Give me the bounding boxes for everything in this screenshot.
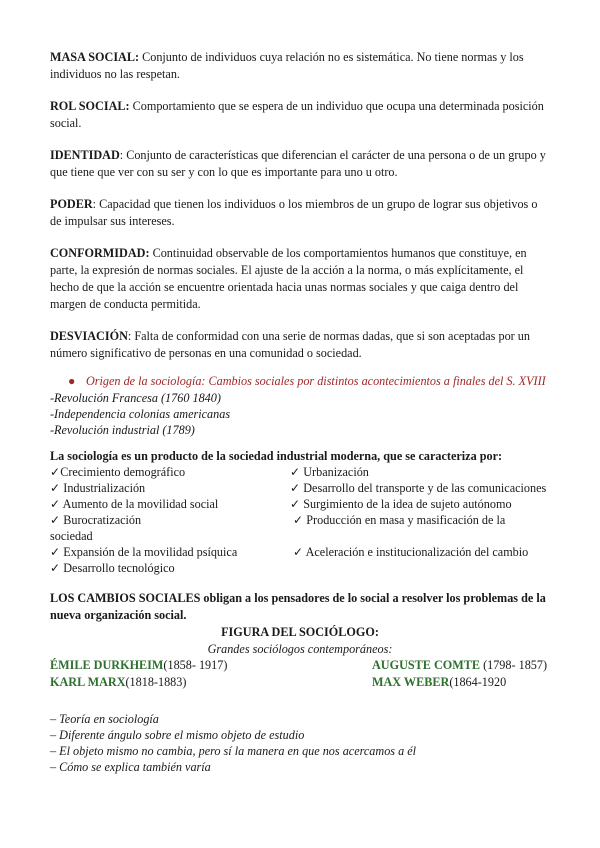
origin-bullet: ● Origen de la sociología: Cambios sociales por distintos acontecimientos a finales del S. XVIII bbox=[68, 374, 546, 388]
list-item: -Revolución industrial (1789) bbox=[50, 423, 195, 437]
definition-conformidad: CONFORMIDAD: Continuidad observable de los comportamientos humanos que constituye, en parte, la expresión de normas sociales. El ajuste de la acción a la norma, o más explícitamente, el hecho de que la acción se encuentre orientada hacia unas normas sociales y que caiga dentro del margen de conducta permitida. bbox=[50, 246, 527, 311]
document-page bbox=[50, 49, 550, 775]
figura-subtitle: Grandes sociólogos contemporáneos: bbox=[207, 642, 393, 656]
sociologist-weber: MAX WEBER(1864-1920 bbox=[372, 675, 507, 689]
figura-title: FIGURA DEL SOCIÓLOGO: bbox=[221, 625, 379, 639]
characteristics-left-column bbox=[50, 464, 290, 576]
list-item: ✓ Desarrollo del transporte y de las comunicaciones bbox=[290, 481, 547, 495]
industrial-heading: La sociología es un producto de la sociedad industrial moderna, que se caracteriza por: bbox=[50, 449, 503, 463]
list-item: ✓Crecimiento demográfico bbox=[50, 465, 186, 479]
list-item: ✓ Surgimiento de la idea de sujeto autónomo bbox=[290, 497, 512, 511]
characteristics-right-column bbox=[290, 464, 552, 560]
sociologist-comte: AUGUSTE COMTE (1798- 1857) bbox=[372, 658, 548, 672]
characteristics-list bbox=[50, 464, 550, 576]
sociologists-list bbox=[50, 657, 550, 691]
events-list bbox=[50, 390, 550, 438]
sociologist-marx: KARL MARX(1818-1883) bbox=[50, 675, 187, 689]
list-item: ✓ Industrialización bbox=[50, 481, 146, 495]
sociology-notes bbox=[50, 711, 550, 775]
list-item: ✓ Aceleración e institucionalización del cambio bbox=[293, 545, 529, 559]
list-item: ✓ Burocratización bbox=[50, 513, 142, 527]
sociologist-durkheim: ÉMILE DURKHEIM(1858- 1917) bbox=[50, 658, 228, 672]
definition-masa-social: MASA SOCIAL: Conjunto de individuos cuya relación no es sistemática. No tiene normas y los individuos no las respetan. bbox=[50, 50, 524, 81]
bullet-dot-icon: ● bbox=[68, 374, 76, 388]
list-item bbox=[290, 528, 552, 544]
list-item: – Teoría en sociología bbox=[50, 712, 159, 726]
list-item: -Revolución Francesa (1760 1840) bbox=[50, 391, 221, 405]
definition-rol-social: ROL SOCIAL: Comportamiento que se espera de un individuo que ocupa una determinada posición social. bbox=[50, 99, 544, 130]
definition-poder: PODER: Capacidad que tienen los individuos o los miembros de un grupo de lograr sus objetivos o de impulsar sus intereses. bbox=[50, 197, 538, 228]
list-item: – Diferente ángulo sobre el mismo objeto de estudio bbox=[50, 728, 305, 742]
list-item: – Cómo se explica también varía bbox=[50, 760, 211, 774]
definition-desviacion: DESVIACIÓN: Falta de conformidad con una serie de normas dadas, que si son aceptadas por un número significativo de personas en una comunidad o sociedad. bbox=[50, 329, 530, 360]
list-item: ✓ Producción en masa y masificación de la bbox=[293, 513, 506, 527]
list-item: – El objeto mismo no cambia, pero sí la manera en que nos acercamos a él bbox=[50, 744, 417, 758]
list-item: sociedad bbox=[50, 529, 93, 543]
list-item: ✓ Urbanización bbox=[290, 465, 369, 479]
list-item: -Independencia colonias americanas bbox=[50, 407, 231, 421]
list-item: ✓ Expansión de la movilidad psíquica bbox=[50, 545, 238, 559]
definition-identidad: IDENTIDAD: Conjunto de características que diferencian el carácter de una persona o de un grupo y que tiene que ver con su ser y con lo que es importante para uno u otro. bbox=[50, 148, 546, 179]
cambios-sociales-text: LOS CAMBIOS SOCIALES obligan a los pensadores de lo social a resolver los problemas de la nueva organización social. bbox=[50, 591, 546, 622]
list-item: ✓ Desarrollo tecnológico bbox=[50, 561, 175, 575]
list-item: ✓ Aumento de la movilidad social bbox=[50, 497, 219, 511]
